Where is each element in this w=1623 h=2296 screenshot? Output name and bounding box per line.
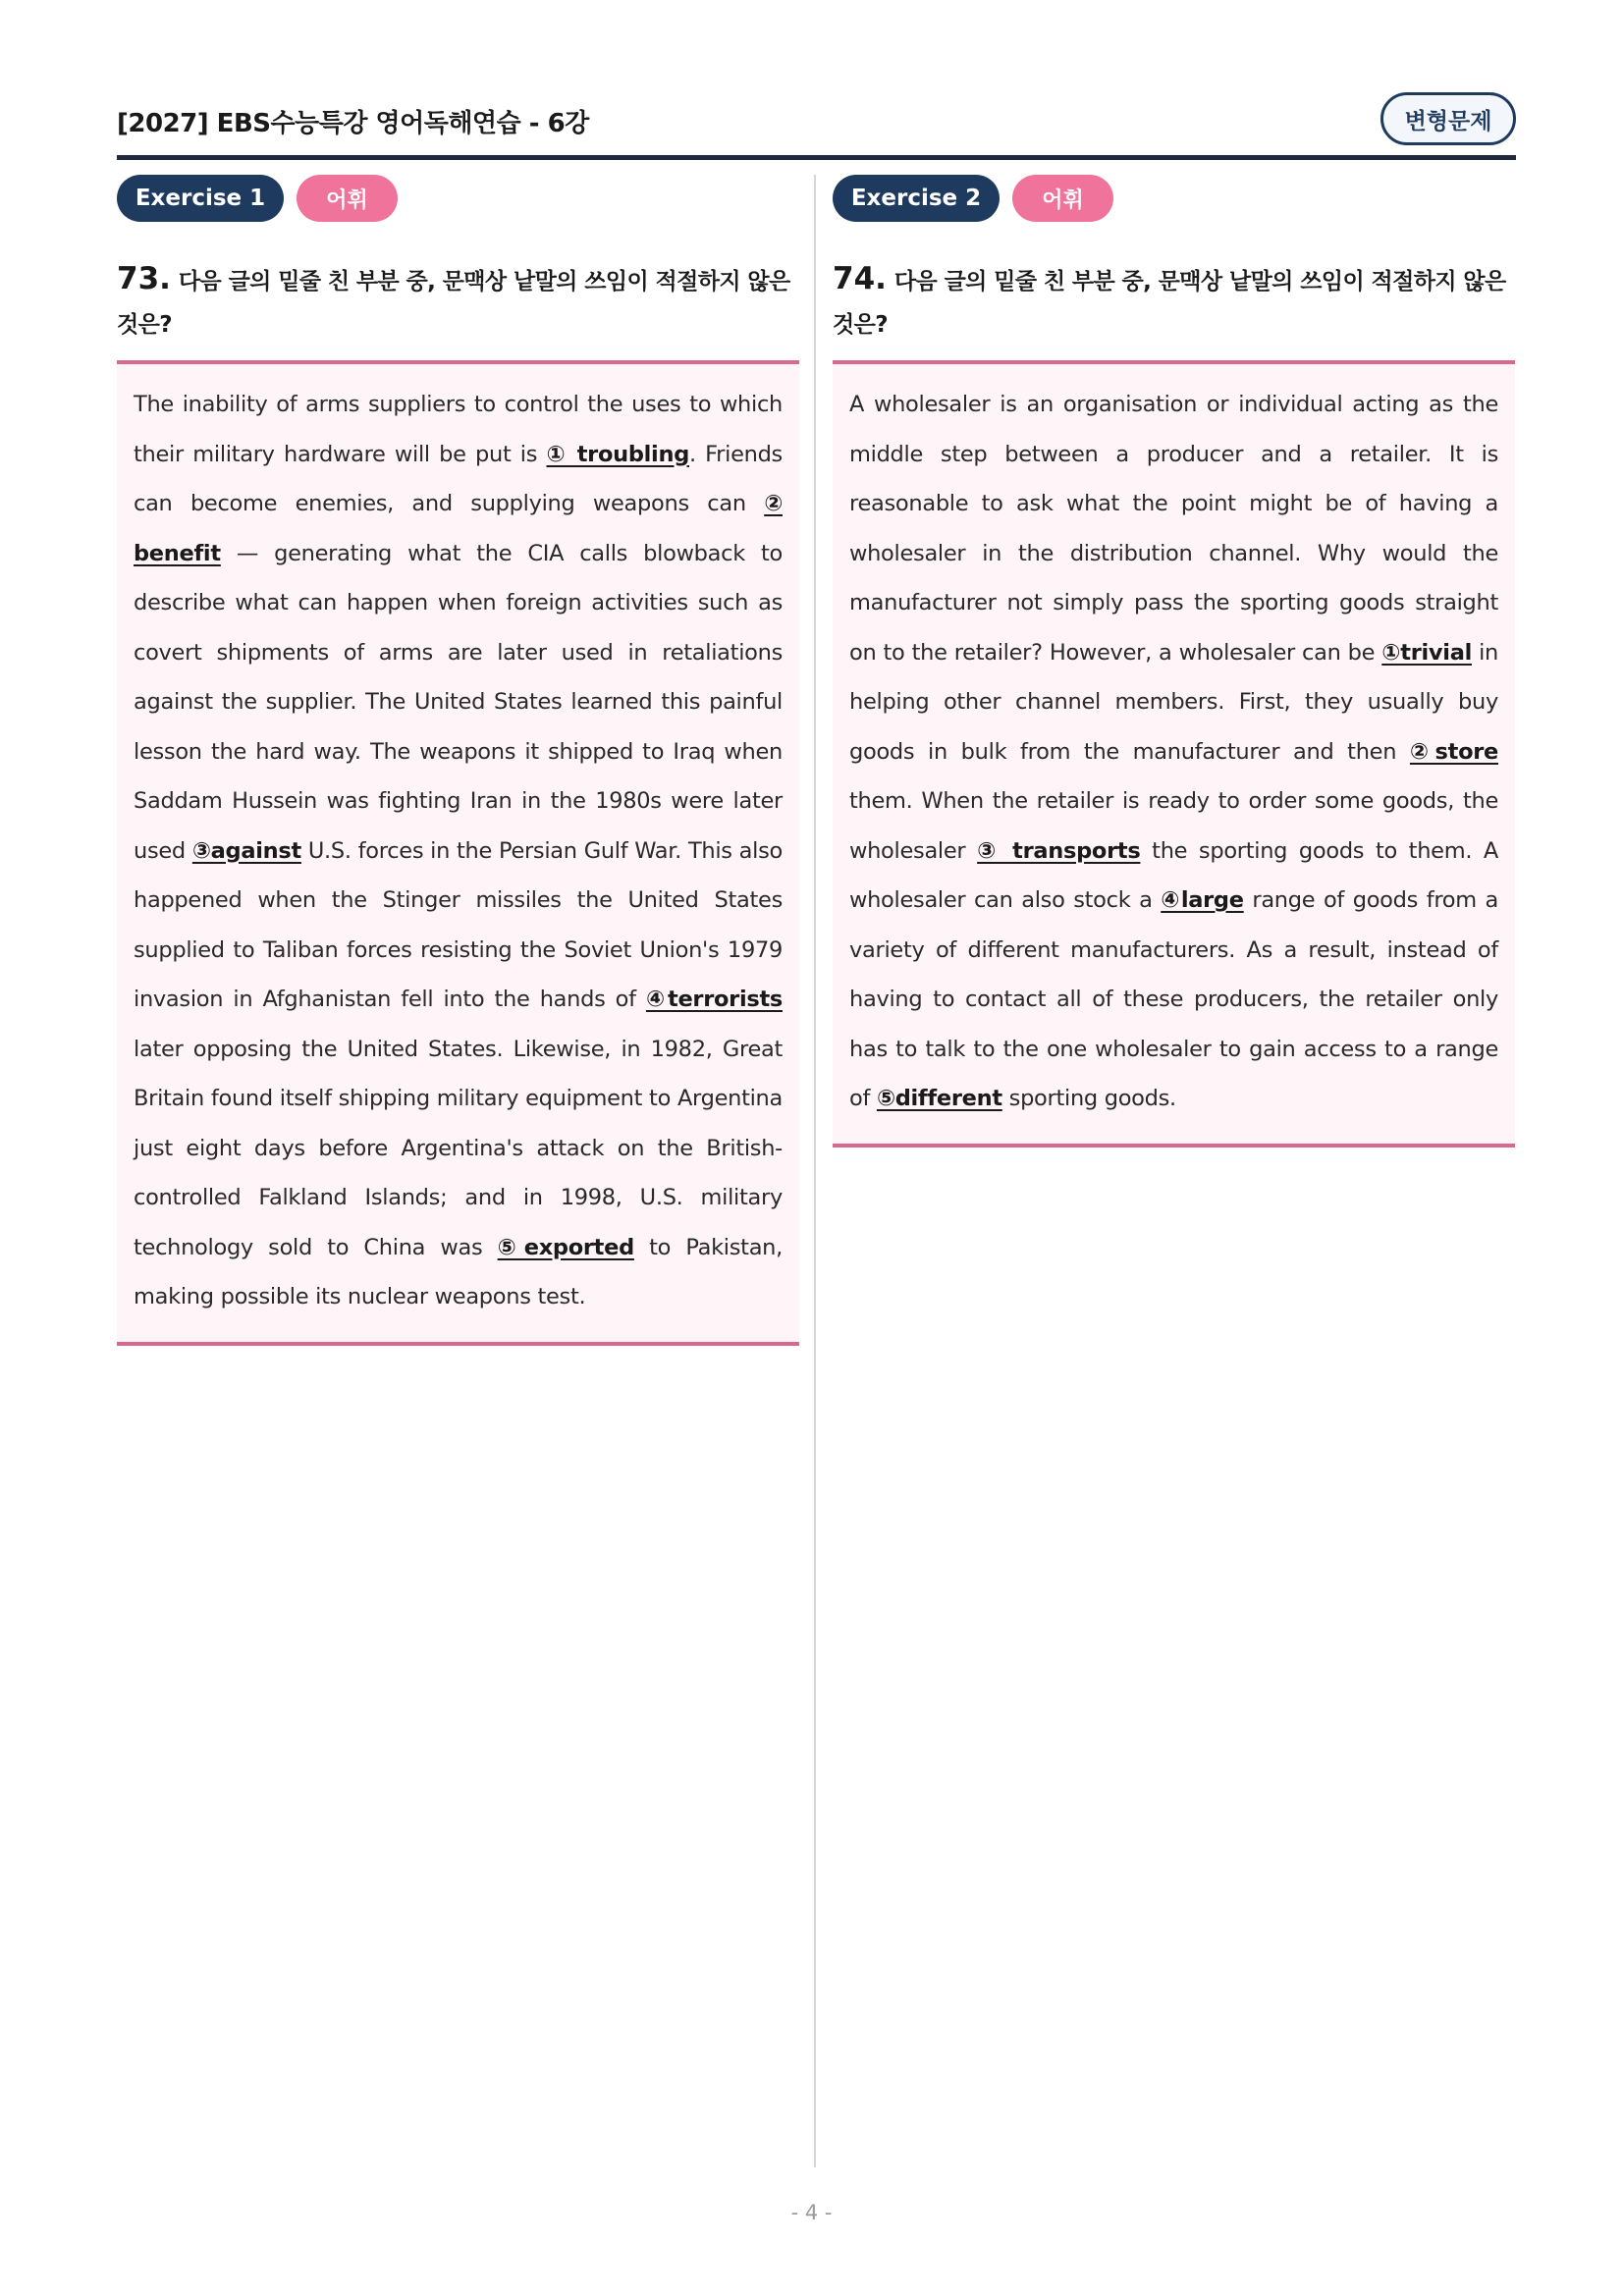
passage-segment: The inability of arms suppliers to control the uses to which their military hardware will be put is — [134, 392, 783, 467]
question-text: 다음 글의 밑줄 친 부분 중, 문맥상 낱말의 쓰임이 적절하지 않은 것은? — [117, 269, 790, 338]
question-74 — [833, 257, 1515, 364]
underlined-choice: ②store — [1409, 738, 1498, 765]
page-header — [117, 93, 1516, 160]
exercise-2-labels — [833, 175, 1515, 222]
question-73 — [117, 257, 799, 364]
underlined-choice: ③against — [191, 837, 301, 864]
passage-box — [833, 364, 1515, 1148]
question-number: 73. — [117, 261, 171, 296]
exercise-1-pill: Exercise 1 — [117, 175, 284, 222]
column-divider — [814, 175, 816, 2167]
exercise-1-labels — [117, 175, 799, 222]
passage-segment: U.S. forces in the Persian Gulf War. This also happened when the Stinger missiles the United States supplied to Taliban forces resisting the Soviet Union's 1979 invasion in Afghanistan fell into the hands of — [134, 837, 783, 1012]
exercise-2-pill: Exercise 2 — [833, 175, 1000, 222]
passage-segment: A wholesaler is an organisation or individual acting as the middle step between a producer and a retailer. It is reasonable to ask what the point might be of having a wholesaler in the distribution channel. Why would the manufacturer not simply pass the sporting goods straight on to the retailer? However, a wholesaler can be — [849, 392, 1498, 666]
passage-segment: in helping other channel members. First, they usually buy goods in bulk from the manufacturer and then — [849, 639, 1498, 765]
underlined-choice: ⑤exported — [497, 1234, 634, 1260]
page-number: - 4 - — [790, 2201, 833, 2224]
passage-segment: . Friends can become enemies, and supplying weapons can — [134, 441, 783, 516]
vocabulary-tag: 어휘 — [297, 175, 398, 222]
passage-segment: the sporting goods to them. A wholesaler can also stock a — [849, 837, 1498, 913]
vocabulary-tag: 어휘 — [1012, 175, 1113, 222]
passage-segment: later opposing the United States. Likewise, in 1982, Great Britain found itself shipping military equipment to Argentina just eight days before Argentina's attack on the British-controlled Falkland Islands; and in 1998, U.S. military technology sold to China was — [134, 1036, 783, 1260]
underlined-choice: ①trivial — [1381, 639, 1472, 666]
underlined-choice: ② benefit — [134, 491, 783, 566]
variant-problem-badge: 변형문제 — [1380, 92, 1516, 145]
passage-segment: range of goods from a variety of different manufacturers. As a result, instead of having to contact all of these producers, the retailer only has to talk to the one wholesaler to gain access to a range of — [849, 887, 1499, 1111]
passage-text — [849, 380, 1498, 1124]
underlined-choice: ① troubling — [546, 441, 689, 467]
exercise-1-column — [117, 175, 799, 1346]
passage-segment: — generating what the CIA calls blowback to describe what can happen when foreign activities such as covert shipments of arms are later used in retaliations against the supplier. The United States learned this painful lesson the hard way. The weapons it shipped to Iraq when Saddam Hussein was fighting Iran in the 1980s were later used — [134, 540, 783, 864]
exercise-2-column — [833, 175, 1515, 1148]
underlined-choice: ④terrorists — [645, 987, 784, 1012]
underlined-choice: ④large — [1161, 887, 1244, 913]
passage-segment: to Pakistan, making possible its nuclear weapons test. — [134, 1234, 783, 1309]
question-text: 다음 글의 밑줄 친 부분 중, 문맥상 낱말의 쓰임이 적절하지 않은 것은? — [833, 269, 1506, 338]
question-number: 74. — [833, 261, 887, 296]
underlined-choice: ⑤different — [876, 1086, 1002, 1111]
passage-box — [117, 364, 799, 1346]
passage-segment: sporting goods. — [1001, 1086, 1176, 1111]
passage-segment: them. When the retailer is ready to order some goods, the wholesaler — [849, 788, 1498, 864]
passage-text — [134, 380, 783, 1322]
underlined-choice: ③ transports — [977, 837, 1141, 864]
document-title: [2027] EBS수능특강 영어독해연습 - 6강 — [117, 109, 589, 138]
